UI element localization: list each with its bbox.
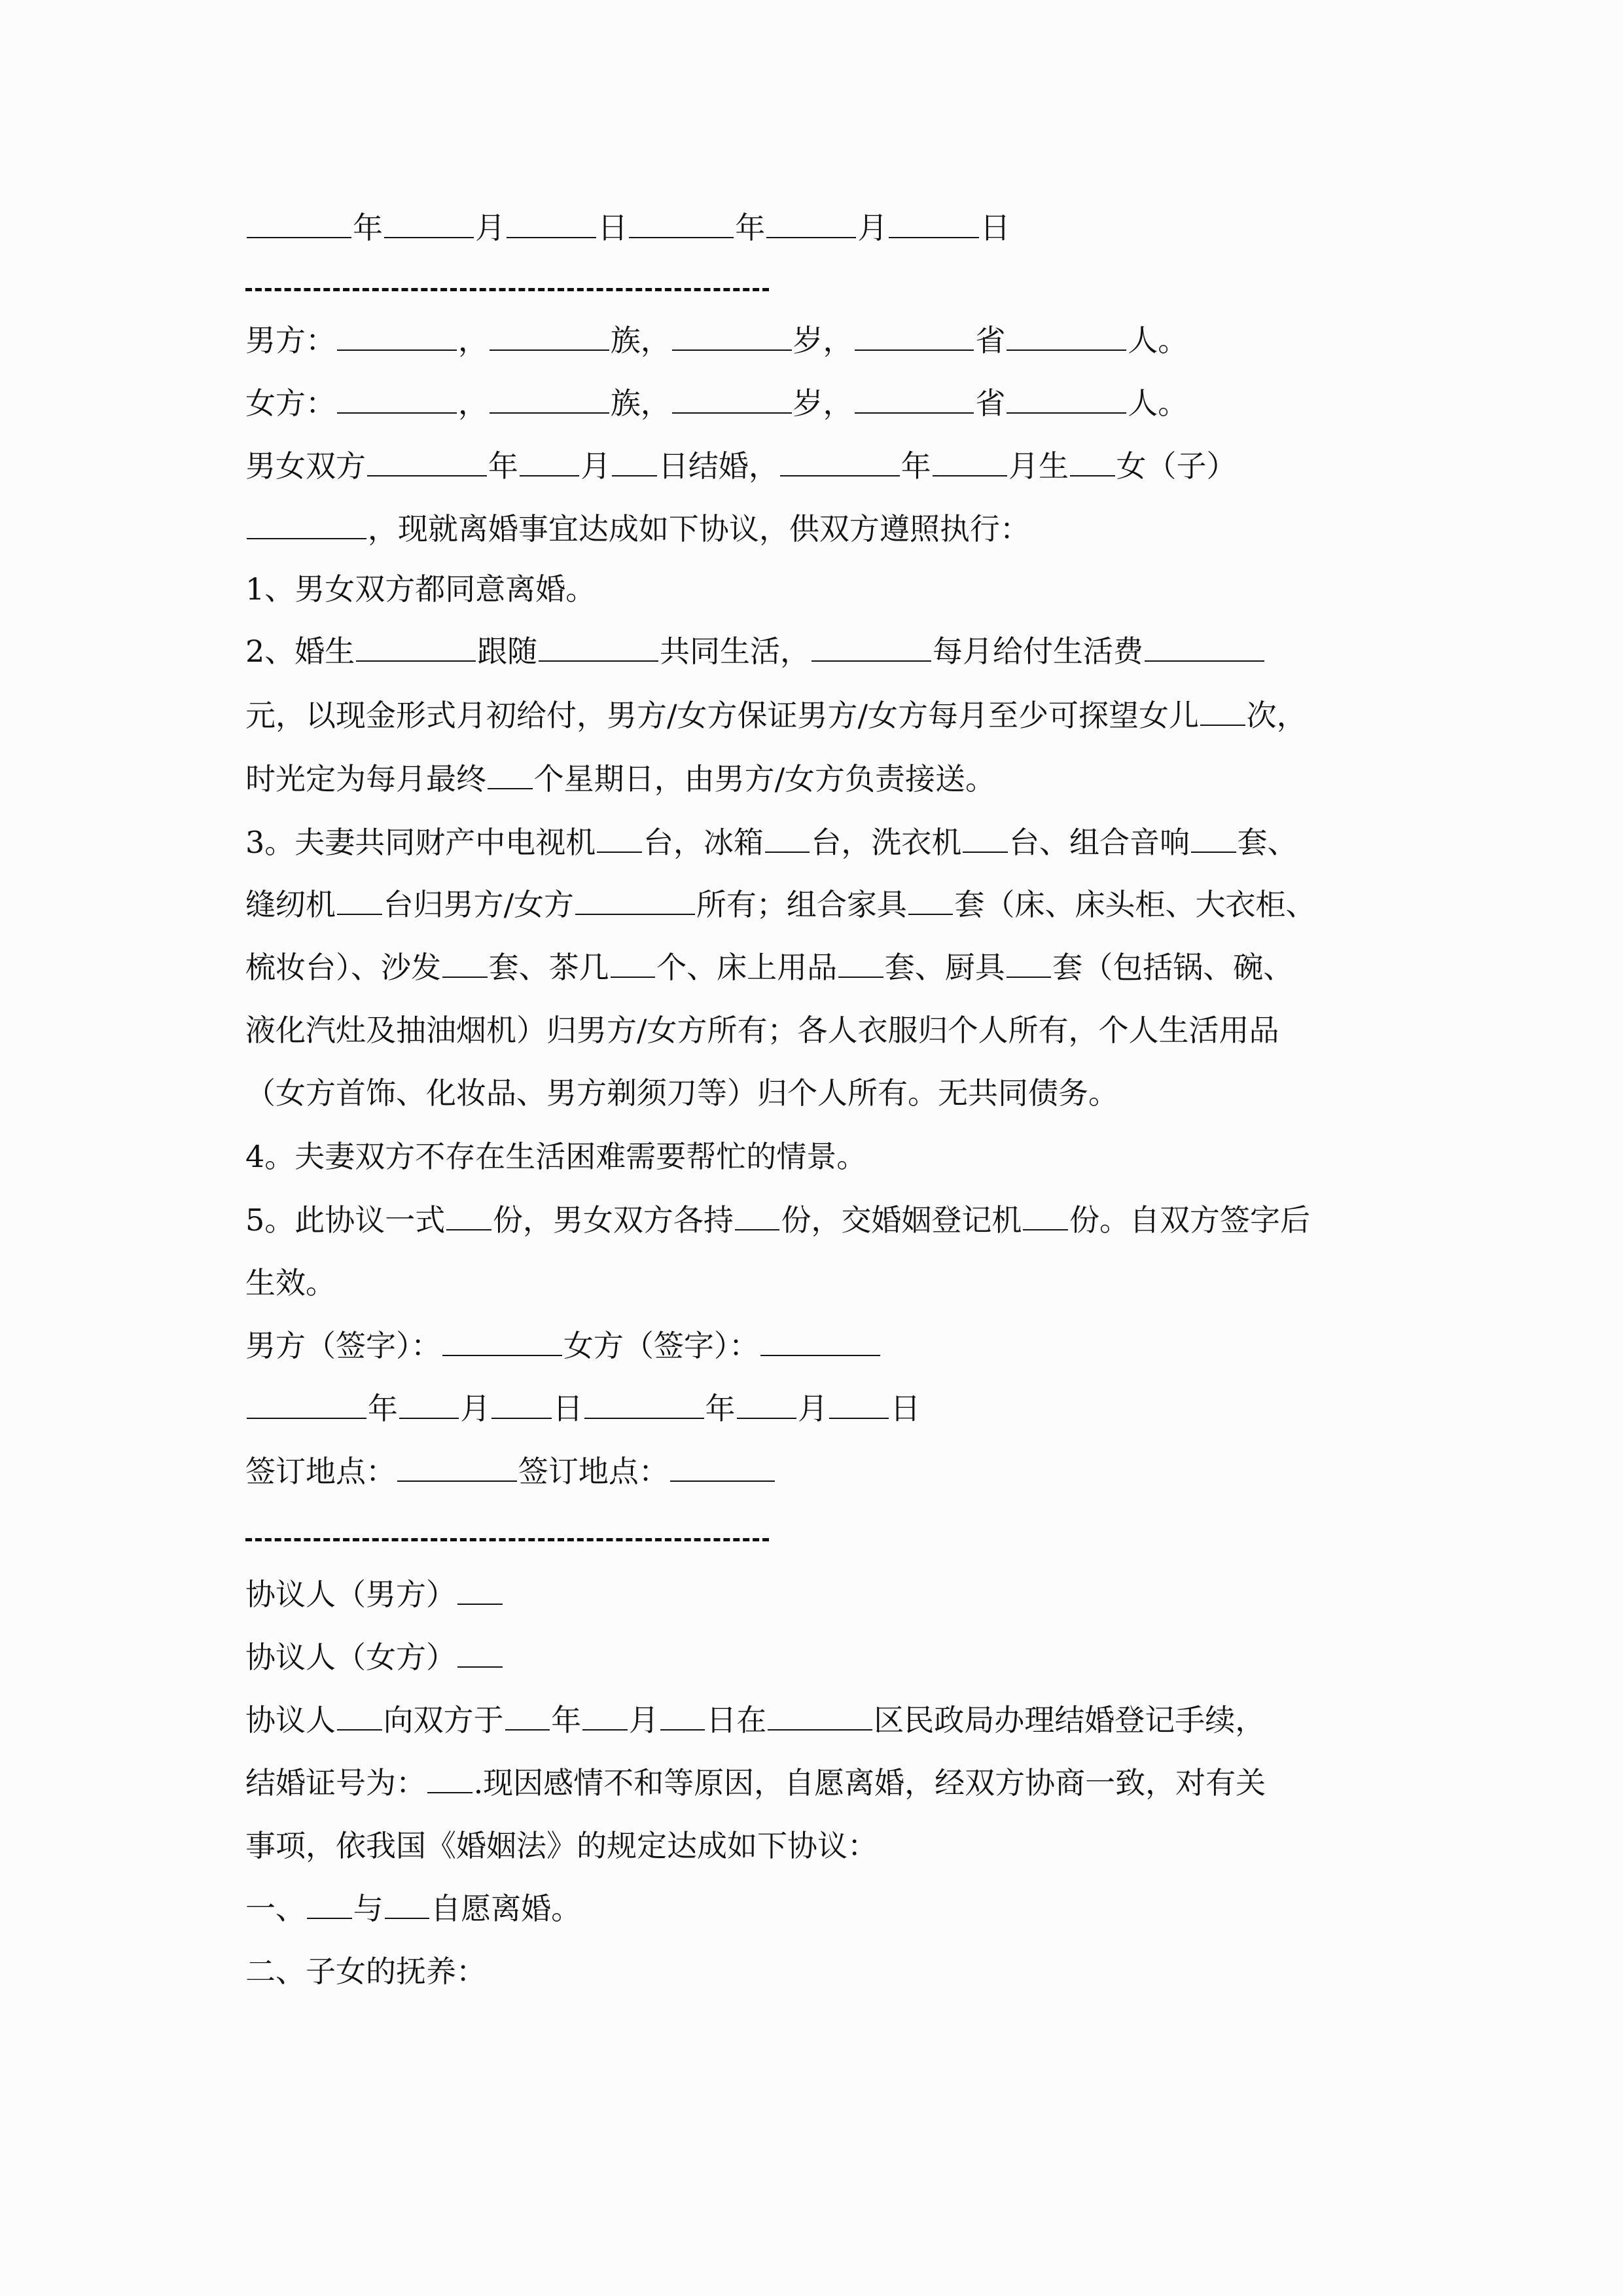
- fill-in-blank[interactable]: [660, 1700, 705, 1731]
- text-segment: 2、婚生: [245, 634, 355, 669]
- fill-in-blank[interactable]: [670, 1452, 775, 1482]
- fill-in-blank[interactable]: [1007, 948, 1052, 978]
- text-segment: 年: [488, 448, 518, 484]
- text-segment: 个、床上用品: [656, 950, 838, 985]
- fill-in-blank[interactable]: [1070, 446, 1115, 476]
- text-segment: 人。: [1128, 323, 1188, 358]
- fill-in-blank[interactable]: [780, 446, 900, 476]
- text-segment: 年: [735, 210, 766, 245]
- text-segment: 套（包括锅、碗、: [1052, 950, 1294, 985]
- fill-in-blank[interactable]: [1191, 823, 1236, 853]
- text-segment: 月: [460, 1391, 491, 1426]
- registration-a: [245, 1700, 1265, 1740]
- fill-in-blank[interactable]: [1007, 321, 1126, 351]
- fill-in-blank[interactable]: [491, 1389, 551, 1419]
- fill-in-blank[interactable]: [337, 885, 382, 915]
- text-segment: 女方：: [245, 386, 336, 421]
- fill-in-blank[interactable]: [337, 1700, 382, 1731]
- marriage-line: [245, 446, 1237, 486]
- text-segment: 共同生活，: [659, 634, 810, 669]
- text-segment: 男方：: [245, 323, 336, 358]
- text-segment: 元，以现金形式月初给付，男方/女方保证男方/女方每月至少可探望女儿: [245, 698, 1199, 733]
- text-segment: 签订地点：: [245, 1454, 396, 1489]
- text-segment: 台，洗衣机: [811, 825, 962, 860]
- clause-3a: [245, 823, 1298, 862]
- text-segment: 日: [980, 210, 1010, 245]
- text-segment: 所有；组合家具: [696, 887, 907, 922]
- fill-in-blank[interactable]: [442, 948, 488, 978]
- text-segment: 结婚证号为：: [245, 1765, 426, 1801]
- text-segment: 4。夫妻双方不存在生活困难需要帮忙的情景。: [245, 1139, 867, 1174]
- text-segment: 套、厨具: [884, 950, 1005, 985]
- text-segment: （女方首饰、化妆品、男方剃须刀等）归个人所有。无共同债务。: [245, 1075, 1118, 1111]
- text-segment: .现因感情不和等原因，自愿离婚，经双方协商一致，对有关: [473, 1765, 1266, 1801]
- article-1: [245, 1889, 581, 1928]
- text-segment: 年: [901, 448, 931, 484]
- text-segment: 每月给付生活费: [932, 634, 1143, 669]
- separator-1: [245, 288, 769, 291]
- fill-in-blank[interactable]: [490, 321, 609, 351]
- fill-in-blank[interactable]: [457, 1575, 503, 1605]
- text-segment: 向双方于: [383, 1702, 504, 1738]
- text-segment: 事项，依我国《婚姻法》的规定达成如下协议：: [245, 1828, 878, 1863]
- fill-in-blank[interactable]: [446, 1200, 491, 1230]
- text-segment: ，: [457, 323, 488, 358]
- clause-5a: [245, 1200, 1310, 1240]
- fill-in-blank[interactable]: [582, 1700, 628, 1731]
- fill-in-blank[interactable]: [855, 384, 974, 414]
- clause-3d: [245, 1011, 1279, 1050]
- text-segment: 3。夫妻共同财产中电视机: [245, 825, 596, 860]
- text-segment: 台、组合音响: [1008, 825, 1190, 860]
- fill-in-blank[interactable]: [584, 1389, 704, 1419]
- fill-in-blank[interactable]: [488, 759, 533, 789]
- fill-in-blank[interactable]: [399, 1389, 459, 1419]
- fill-in-blank[interactable]: [505, 1700, 550, 1731]
- clause-3e: [245, 1073, 1118, 1113]
- registration-b: [245, 1763, 1266, 1803]
- fill-in-blank[interactable]: [737, 1389, 796, 1419]
- text-segment: 月: [628, 1702, 659, 1738]
- text-segment: 梳妆台）、沙发: [245, 950, 441, 985]
- separator-2: [245, 1538, 769, 1541]
- text-segment: ，现就离婚事宜达成如下协议，供双方遵照执行：: [367, 511, 1030, 547]
- text-segment: 台，冰箱: [643, 825, 764, 860]
- fill-in-blank[interactable]: [812, 632, 931, 662]
- fill-in-blank[interactable]: [247, 509, 366, 539]
- text-segment: 自愿离婚。: [431, 1891, 582, 1926]
- text-segment: 与: [353, 1891, 383, 1926]
- text-segment: 女方（签字）：: [563, 1328, 759, 1363]
- fill-in-blank[interactable]: [1200, 696, 1245, 726]
- text-segment: 岁，: [793, 323, 853, 358]
- text-segment: 液化汽灶及抽油烟机）归男方/女方所有；各人衣服归个人所有，个人生活用品: [245, 1013, 1279, 1048]
- clause-5b: [245, 1263, 336, 1302]
- fill-in-blank[interactable]: [829, 1389, 889, 1419]
- date-row-1: [245, 208, 1010, 247]
- fill-in-blank[interactable]: [672, 321, 792, 351]
- text-segment: 套、: [1237, 825, 1298, 860]
- text-segment: 男方（签字）：: [245, 1328, 441, 1363]
- fill-in-blank[interactable]: [427, 1763, 473, 1793]
- text-segment: 5。此协议一式: [245, 1202, 446, 1238]
- fill-in-blank[interactable]: [597, 823, 642, 853]
- fill-in-blank[interactable]: [908, 885, 954, 915]
- party-female: [245, 1638, 504, 1677]
- fill-in-blank[interactable]: [672, 384, 792, 414]
- text-segment: 套、茶几: [488, 950, 609, 985]
- text-segment: 时光定为每月最终: [245, 761, 486, 797]
- fill-in-blank[interactable]: [575, 885, 695, 915]
- fill-in-blank[interactable]: [337, 321, 457, 351]
- text-segment: 个星期日，由男方/女方负责接送。: [533, 761, 996, 797]
- text-segment: 年: [551, 1702, 582, 1738]
- text-segment: 日: [552, 1391, 583, 1426]
- party-male: [245, 1575, 504, 1614]
- text-segment: 日: [890, 1391, 921, 1426]
- fill-in-blank[interactable]: [1023, 1200, 1068, 1230]
- text-segment: 份，交婚姻登记机: [781, 1202, 1022, 1238]
- fill-in-blank[interactable]: [1145, 632, 1264, 662]
- clause-2c: [245, 759, 995, 798]
- fill-in-blank[interactable]: [385, 1889, 430, 1919]
- text-segment: 日在: [706, 1702, 767, 1738]
- text-segment: 年: [367, 1391, 398, 1426]
- text-segment: 台归男方/女方: [383, 887, 575, 922]
- fill-in-blank[interactable]: [855, 321, 974, 351]
- fill-in-blank[interactable]: [490, 384, 609, 414]
- text-segment: 月生: [1008, 448, 1069, 484]
- intro-line: [245, 509, 1030, 548]
- fill-in-blank[interactable]: [539, 632, 658, 662]
- text-segment: 跟随: [477, 634, 538, 669]
- text-segment: 省: [975, 386, 1006, 421]
- text-segment: 年: [705, 1391, 736, 1426]
- fill-in-blank[interactable]: [611, 948, 656, 978]
- text-segment: 协议人（男方）: [245, 1577, 456, 1612]
- clause-3b: [245, 885, 1315, 924]
- text-segment: 区民政局办理结婚登记手续，: [874, 1702, 1266, 1738]
- text-segment: 月: [475, 210, 506, 245]
- clause-3c: [245, 948, 1293, 987]
- fill-in-blank[interactable]: [442, 1326, 562, 1356]
- registration-c: [245, 1826, 878, 1865]
- fill-in-blank[interactable]: [1007, 384, 1126, 414]
- text-segment: 年: [353, 210, 383, 245]
- text-segment: 协议人（女方）: [245, 1640, 456, 1675]
- text-segment: 次，: [1246, 698, 1307, 733]
- signature-line: [245, 1326, 882, 1365]
- fill-in-blank[interactable]: [367, 446, 487, 476]
- text-segment: 生效。: [245, 1265, 336, 1300]
- text-segment: 协议人: [245, 1702, 336, 1738]
- text-segment: 省: [975, 323, 1006, 358]
- fill-in-blank[interactable]: [384, 208, 474, 238]
- signing-place: [245, 1452, 776, 1491]
- fill-in-blank[interactable]: [889, 208, 978, 238]
- text-segment: 1、男女双方都同意离婚。: [245, 571, 596, 607]
- fill-in-blank[interactable]: [838, 948, 883, 978]
- text-segment: 日: [597, 210, 628, 245]
- text-segment: 岁，: [793, 386, 853, 421]
- fill-in-blank[interactable]: [356, 632, 476, 662]
- male-info: [245, 321, 1188, 360]
- fill-in-blank[interactable]: [963, 823, 1008, 853]
- text-segment: 月: [580, 448, 611, 484]
- clause-2a: [245, 632, 1266, 671]
- fill-in-blank[interactable]: [247, 1389, 366, 1419]
- fill-in-blank[interactable]: [629, 208, 734, 238]
- fill-in-blank[interactable]: [765, 823, 810, 853]
- article-2: [245, 1952, 486, 1991]
- text-segment: 男女双方: [245, 448, 366, 484]
- text-segment: 缝纫机: [245, 887, 336, 922]
- text-segment: 族，: [610, 386, 671, 421]
- fill-in-blank[interactable]: [612, 446, 657, 476]
- text-segment: 女（子）: [1116, 448, 1237, 484]
- text-segment: 月: [797, 1391, 828, 1426]
- clause-2b: [245, 696, 1307, 735]
- fill-in-blank[interactable]: [520, 446, 579, 476]
- text-segment: 份，男女双方各持: [492, 1202, 734, 1238]
- fill-in-blank[interactable]: [933, 446, 1007, 476]
- fill-in-blank[interactable]: [735, 1200, 780, 1230]
- fill-in-blank[interactable]: [766, 208, 856, 238]
- fill-in-blank[interactable]: [507, 208, 596, 238]
- text-segment: 日结婚，: [658, 448, 779, 484]
- text-segment: 签订地点：: [518, 1454, 669, 1489]
- text-segment: 族，: [610, 323, 671, 358]
- text-segment: ，: [457, 386, 488, 421]
- fill-in-blank[interactable]: [307, 1889, 352, 1919]
- text-segment: 套（床、床头柜、大衣柜、: [954, 887, 1316, 922]
- clause-1: [245, 569, 596, 609]
- text-segment: 月: [857, 210, 888, 245]
- fill-in-blank[interactable]: [397, 1452, 517, 1482]
- text-segment: 一、: [245, 1891, 306, 1926]
- text-segment: 二、子女的抚养：: [245, 1954, 486, 1989]
- fill-in-blank[interactable]: [247, 208, 351, 238]
- fill-in-blank[interactable]: [768, 1700, 872, 1731]
- female-info: [245, 384, 1188, 423]
- text-segment: 份。自双方签字后: [1069, 1202, 1310, 1238]
- date-row-2: [245, 1389, 920, 1428]
- fill-in-blank[interactable]: [337, 384, 457, 414]
- fill-in-blank[interactable]: [457, 1638, 503, 1668]
- text-segment: 人。: [1128, 386, 1188, 421]
- clause-4: [245, 1137, 866, 1176]
- fill-in-blank[interactable]: [760, 1326, 880, 1356]
